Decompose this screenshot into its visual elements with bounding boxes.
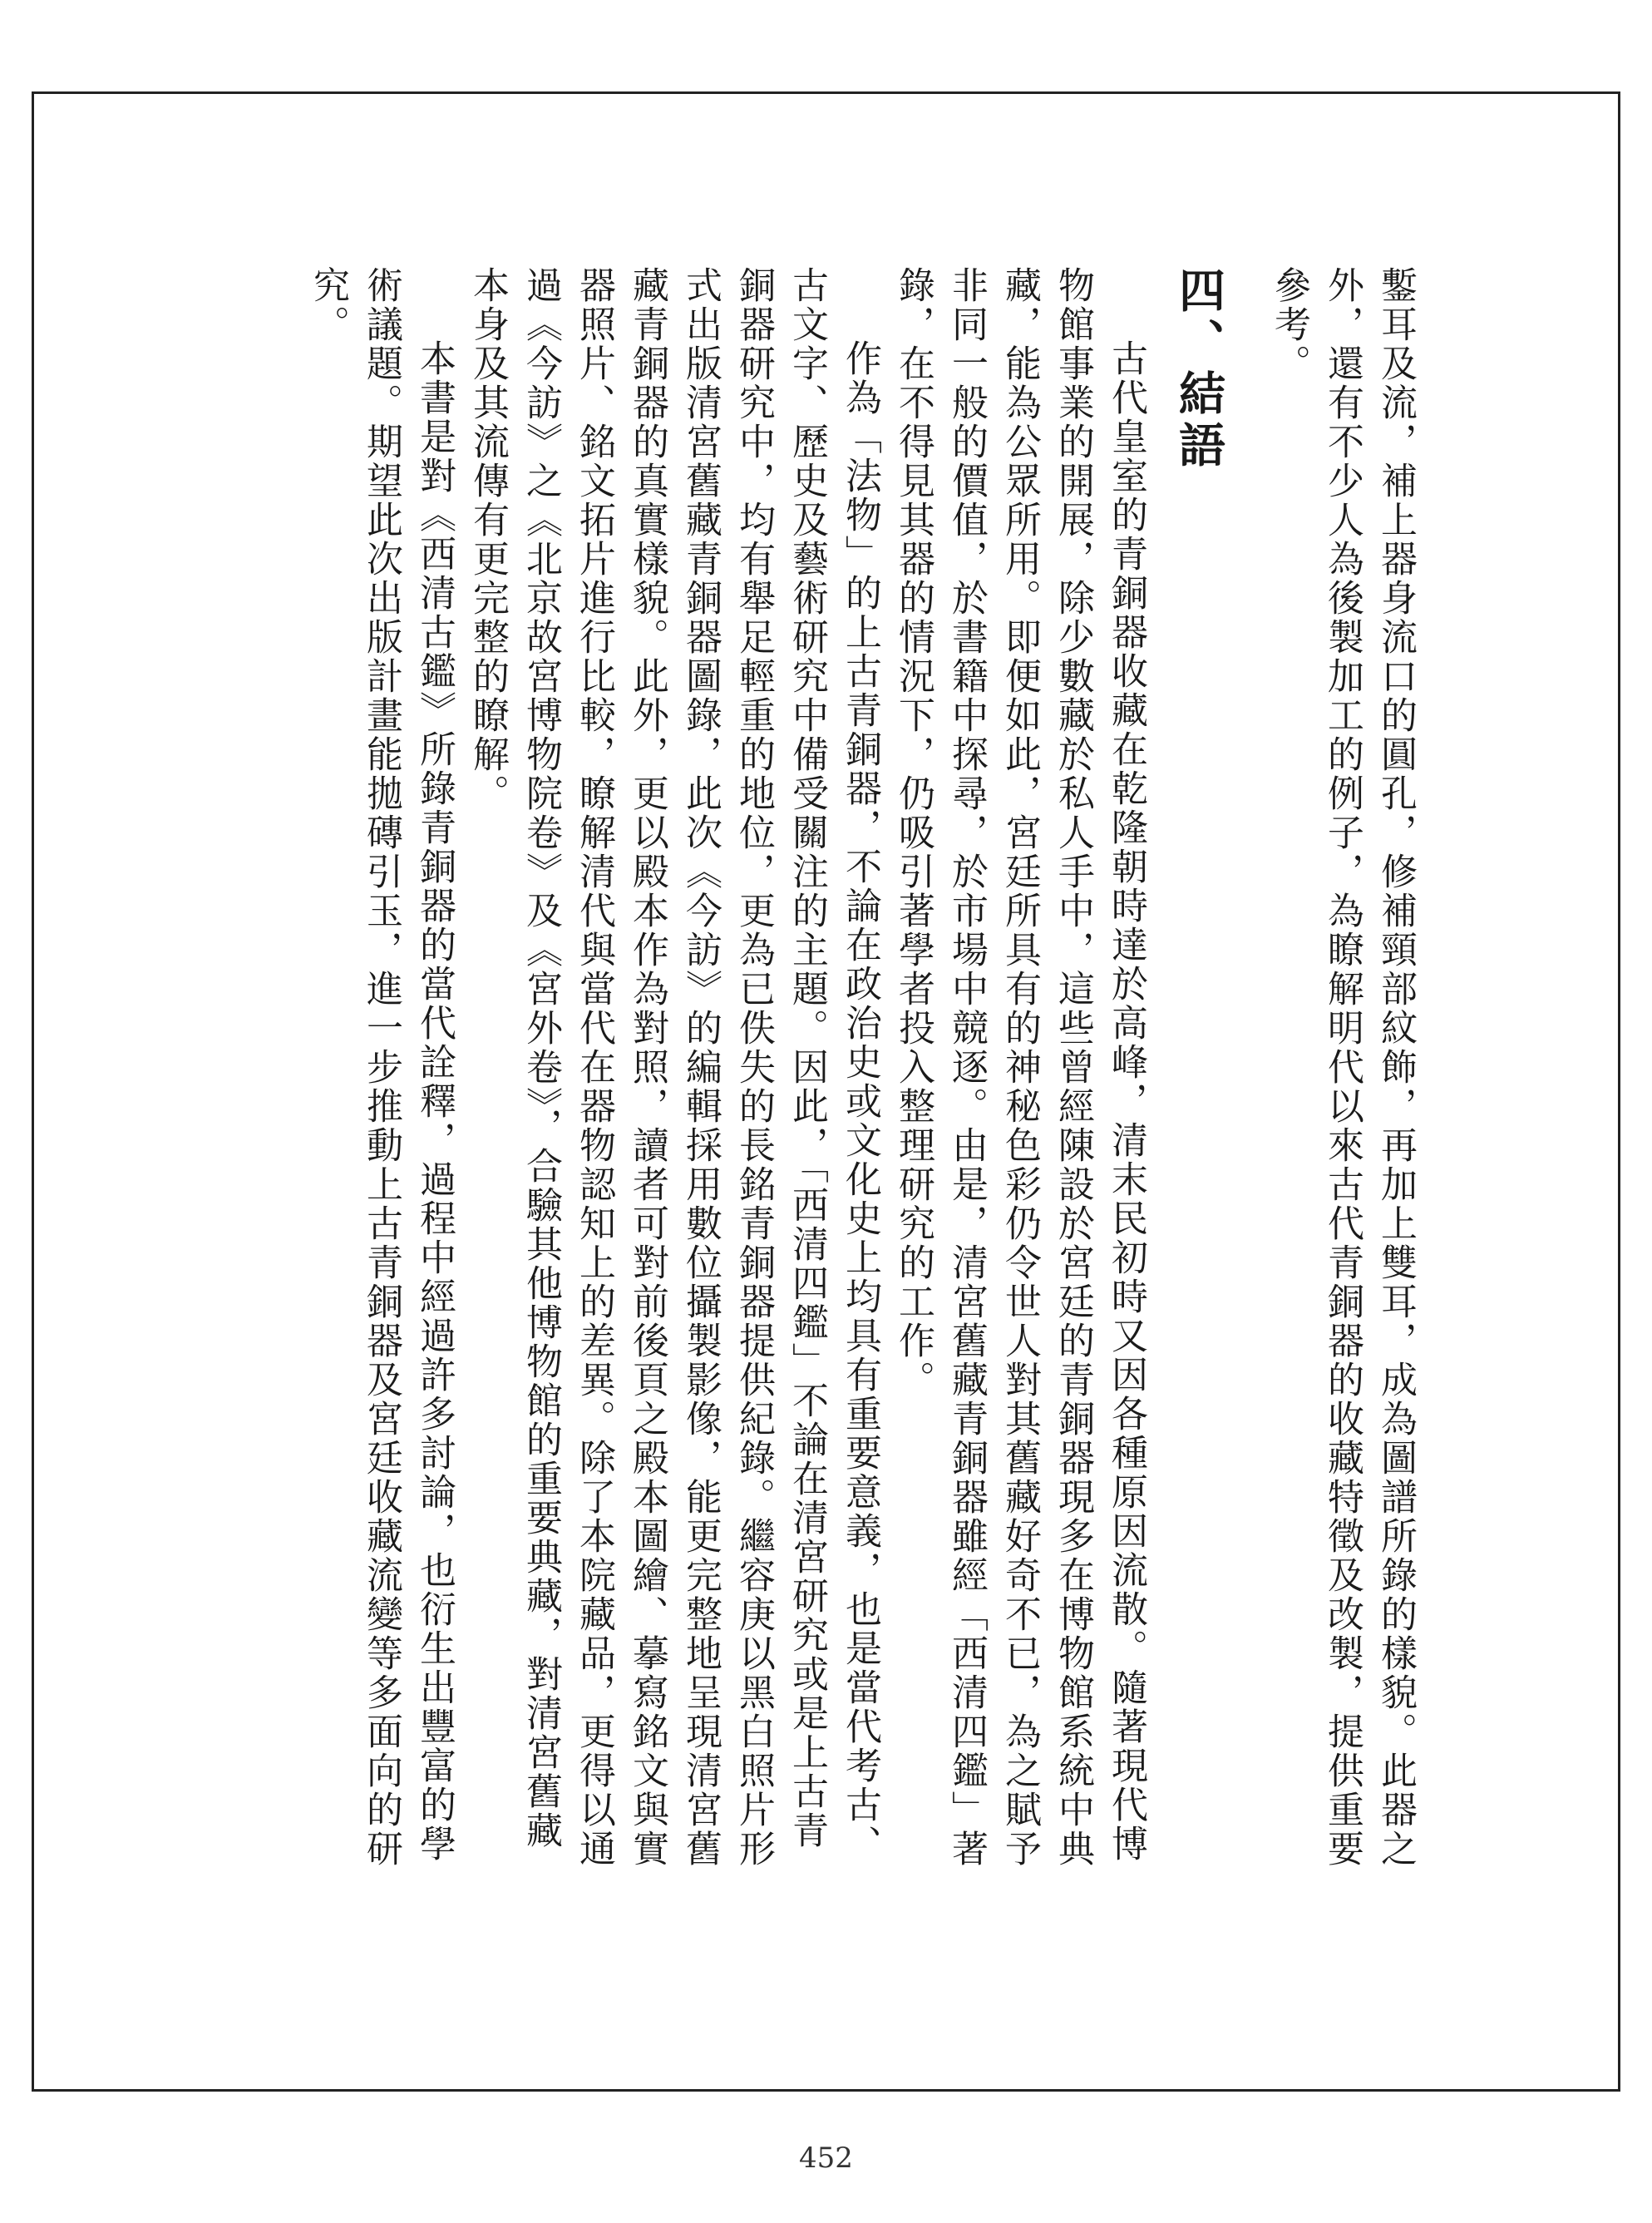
section-spacer [1237, 266, 1262, 1888]
paragraph-continued: 鏨耳及流，補上器身流口的圓孔，修補頸部紋飾，再加上雙耳，成為圖譜所錄的樣貌。此器之外，還有不少人為後製加工的例子，為瞭解明代以來古代青銅器的收藏特徵及改製，提供重要參考。 [1268, 266, 1417, 1869]
document-body [274, 266, 1422, 1888]
paragraph: 本書是對《西清古鑑》所錄青銅器的當代詮釋，過程中經過許多討論，也衍生出豐富的學術議題。期望此次出版計畫能拋磚引玉，進一步推動上古青銅器及宮廷收藏流變等多面向的研究。 [307, 266, 456, 1869]
page-number: 452 [799, 2141, 853, 2175]
paragraph: 古代皇室的青銅器收藏在乾隆朝時達於高峰，清末民初時又因各種原因流散。隨著現代博物館事業的開展，除少數藏於私人手中，這些曾經陳設於宮廷的青銅器現多在博物館系統中典藏，能為公眾所用。即便如此，宮廷所具有的神秘色彩仍令世人對其舊藏好奇不已，為之賦予非同一般的價值，於書籍中探尋，於市場中競逐。由是，清宮舊藏青銅器雖經「西清四鑑」著錄，在不得見其器的情況下，仍吸引著學者投入整理研究的工作。 [892, 266, 1147, 1869]
section-heading: 四、結語 [1171, 266, 1226, 472]
paragraph: 作為「法物」的上古青銅器，不論在政治史或文化史上均具有重要意義，也是當代考古、古文字、歷史及藝術研究中備受關注的主題。因此，「西清四鑑」不論在清宮研究或是上古青銅器研究中，均有舉足輕重的地位，更為已佚失的長銘青銅器提供紀錄。繼容庚以黑白照片形式出版清宮舊藏青銅器圖錄，此次《今訪》的編輯採用數位攝製影像，能更完整地呈現清宮舊藏青銅器的真實樣貌。此外，更以殿本作為對照，讀者可對前後頁之殿本圖繪、摹寫銘文與實器照片、銘文拓片進行比較，瞭解清代與當代在器物認知上的差異。除了本院藏品，更得以通過《今訪》之《北京故宮博物院卷》及《宮外卷》，合驗其他博物館的重要典藏，對清宮舊藏本身及其流傳有更完整的瞭解。 [466, 266, 881, 1869]
